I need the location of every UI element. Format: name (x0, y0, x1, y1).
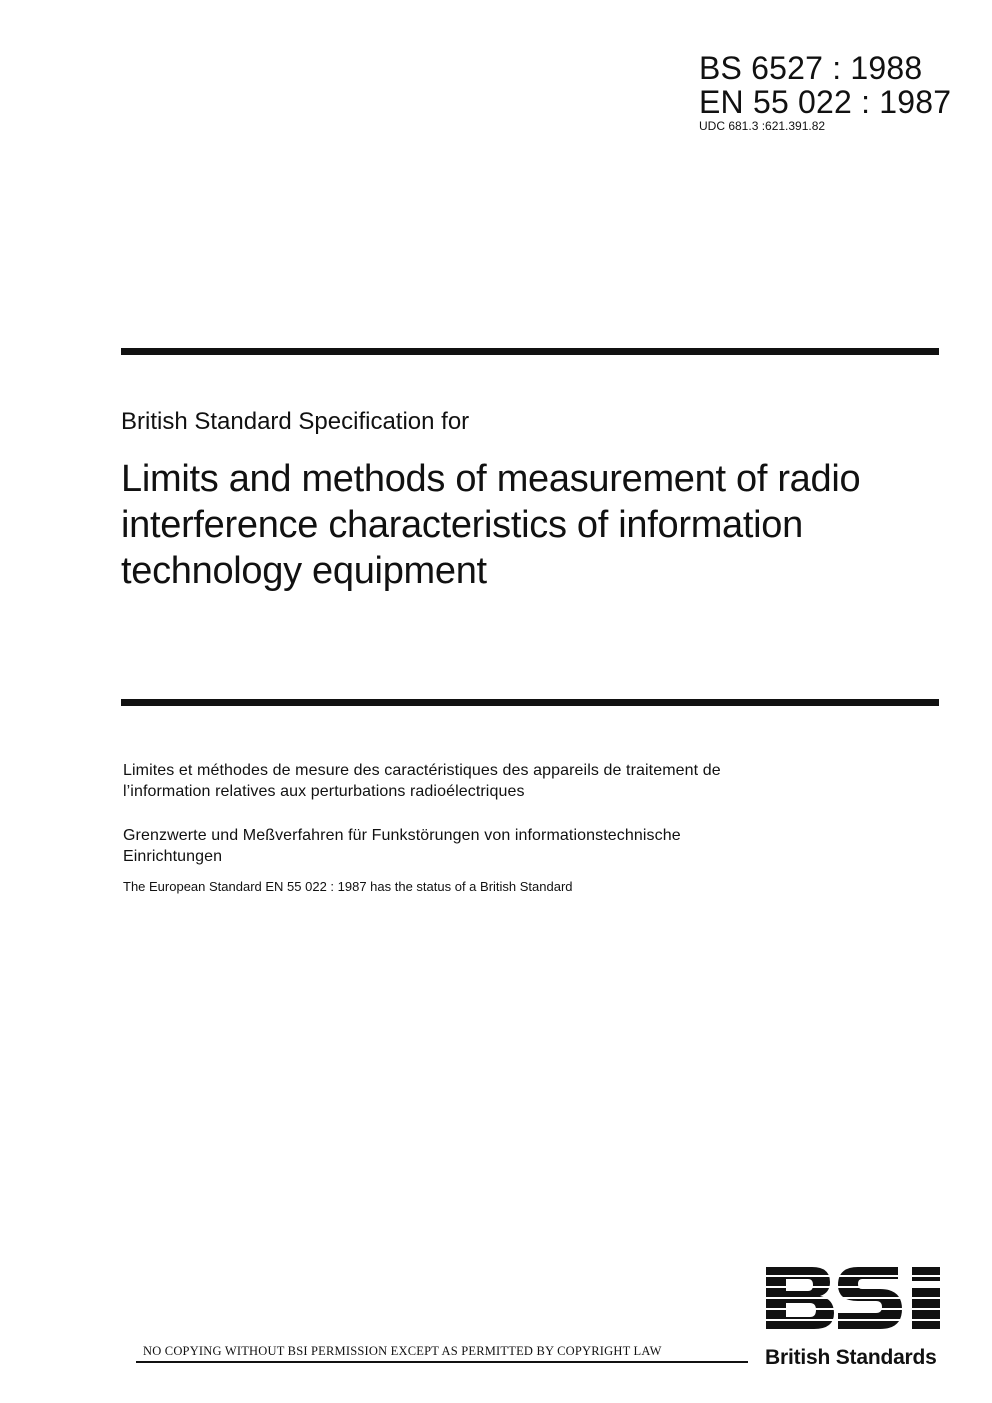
document-subtitle: British Standard Specification for (121, 408, 470, 435)
standard-number-en: EN 55 022 : 1987 (699, 84, 952, 120)
bsi-logo-mark (764, 1263, 944, 1331)
brand-name: British Standards (765, 1346, 937, 1369)
top-divider (121, 348, 939, 355)
french-title: Limites et méthodes de mesure des caractéristiques des appareils de traitement de l’information relatives aux perturbations radioélectriques (123, 762, 721, 800)
copyright-notice-bar (136, 1343, 748, 1363)
copyright-notice: NO COPYING WITHOUT BSI PERMISSION EXCEPT AS PERMITTED BY COPYRIGHT LAW (143, 1344, 662, 1358)
status-note: The European Standard EN 55 022 : 1987 has the status of a British Standard (123, 879, 573, 894)
german-title: Grenzwerte und Meßverfahren für Funkstörungen von informationstechnische Einrichtungen (123, 827, 681, 865)
middle-divider (121, 699, 939, 706)
document-title: Limits and methods of measurement of radio interference characteristics of information technology equipment (121, 458, 861, 592)
standard-number-bs: BS 6527 : 1988 (699, 50, 923, 86)
udc-classification: UDC 681.3 :621.391.82 (699, 119, 826, 133)
bsi-logo (764, 1263, 944, 1331)
